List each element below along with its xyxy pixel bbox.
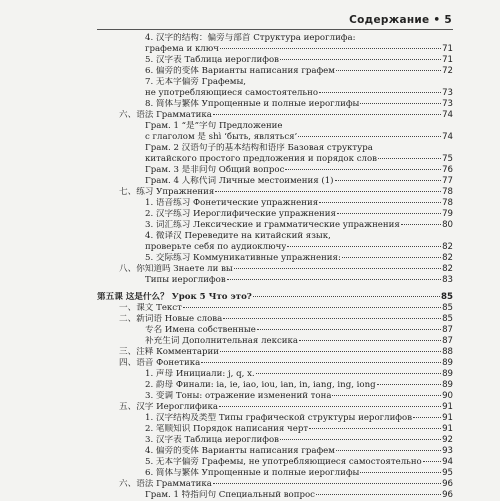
toc-entry-page-number: 79 (442, 209, 453, 219)
leader-dots (336, 450, 441, 451)
toc-entry (145, 44, 453, 55)
toc-entry (145, 165, 453, 176)
toc-entry-title: Грам. 1 “是”字句 Предложение (145, 121, 283, 131)
toc-entry-page-number: 82 (442, 253, 453, 263)
toc-entry (145, 435, 453, 446)
leader-dots (253, 296, 440, 297)
toc-entry (145, 380, 453, 391)
leader-dots (299, 340, 441, 341)
toc-entry-page-number: 87 (442, 336, 453, 346)
toc-entry-title: 5. 无本字偏旁 Графемы, не употребляющиеся самостоятельно (145, 457, 422, 467)
leader-dots (201, 362, 441, 363)
leader-dots (319, 92, 441, 93)
running-header: Содержание • 5 (349, 14, 452, 26)
toc-entry-title: проверьте себя по аудиоключу (145, 242, 287, 252)
toc-entry-title: 1. 声母 Инициали: j, q, x. (145, 369, 255, 379)
leader-dots (280, 59, 441, 60)
toc-entry-title: 3. 汉字表 Таблица иероглифов (145, 435, 279, 445)
leader-dots (342, 257, 441, 258)
toc-entry (119, 303, 453, 314)
toc-entry-title: 1. 汉字结构及类型 Типы графической структуры иероглифов (145, 413, 413, 423)
leader-dots (378, 158, 441, 159)
toc-entry (97, 292, 453, 303)
toc-entry-page-number: 85 (442, 314, 453, 324)
toc-entry (145, 132, 453, 143)
toc-entry-title: 3. 变调 Тоны: отражение изменений тона (145, 391, 332, 401)
toc-entry-page-number: 93 (442, 446, 453, 456)
leader-dots (360, 103, 441, 104)
leader-dots (336, 70, 441, 71)
toc-entry-page-number: 91 (442, 413, 453, 423)
toc-entry (119, 264, 453, 275)
toc-entry-title: 一、课文 Текст (119, 303, 182, 313)
toc-entry-title: 2. 笔顺知识 Порядок написания черт (145, 424, 309, 434)
toc-entry-title: 6. 简体与繁体 Упрощенные и полные иероглифы (145, 468, 360, 478)
toc-entry-title: 3. 词汇练习 Лексические и грамматические упражнения (145, 220, 400, 230)
toc-entry-page-number: 74 (442, 110, 453, 120)
toc-entry (119, 314, 453, 325)
toc-entry-page-number: 73 (442, 99, 453, 109)
toc-entry-title: Грам. 4 人称代词 Личные местоимения (1) (145, 176, 334, 186)
leader-dots (227, 279, 441, 280)
toc-entry (145, 413, 453, 424)
toc-entry (145, 77, 453, 88)
toc-entry (145, 154, 453, 165)
toc-entry-title: 三、注释 Комментарии (119, 347, 219, 357)
toc-entry-title: 补充生词 Дополнительная лексика (145, 336, 299, 346)
leader-dots (220, 351, 441, 352)
toc-entry-page-number: 74 (442, 132, 453, 142)
toc-entry-page-number: 83 (442, 275, 453, 285)
toc-entry-page-number: 75 (442, 154, 453, 164)
toc-entry-title: Грам. 2 汉语句子的基本结构和语序 Базовая структура (145, 143, 373, 153)
toc-entry (119, 187, 453, 198)
leader-dots (332, 395, 441, 396)
toc-entry-page-number: 92 (442, 435, 453, 445)
toc-entry-page-number: 88 (442, 347, 453, 357)
toc-entry (145, 121, 453, 132)
toc-entry-page-number: 95 (442, 468, 453, 478)
toc-entry-page-number: 85 (441, 292, 453, 302)
toc-entry (145, 55, 453, 66)
toc-entry (145, 457, 453, 468)
toc-entry (145, 468, 453, 479)
leader-dots (423, 461, 441, 462)
leader-dots (287, 246, 441, 247)
leader-dots (280, 439, 441, 440)
toc-entry-page-number: 71 (442, 55, 453, 65)
leader-dots (285, 169, 441, 170)
leader-dots (220, 48, 441, 49)
toc-entry-title: графема и ключ (145, 44, 219, 54)
leader-dots (360, 472, 441, 473)
toc-entry-page-number: 94 (442, 457, 453, 467)
leader-dots (234, 268, 441, 269)
leader-dots (257, 329, 441, 330)
toc-entry-page-number: 89 (442, 369, 453, 379)
toc-entry (145, 198, 453, 209)
toc-entry-title: 4. 微译汉 Переведите на китайский язык, (145, 231, 331, 241)
toc-entry-title: 2. 汉字练习 Иероглифические упражнения (145, 209, 336, 219)
toc-entry-title: китайского простого предложения и порядок слов (145, 154, 377, 164)
toc-entry-page-number: 96 (442, 490, 453, 500)
toc-entry-title: не употребляющиеся самостоятельно (145, 88, 318, 98)
toc-entry (145, 242, 453, 253)
toc-entry-title: 二、新词语 Новые слова (119, 314, 223, 324)
toc-entry-title: 五、汉字 Иероглифика (119, 402, 219, 412)
toc-entry (145, 88, 453, 99)
toc-entry-title: Типы иероглифов (145, 275, 226, 285)
leader-dots (183, 307, 441, 308)
leader-dots (377, 384, 441, 385)
toc-entry-title: 7. 无本字偏旁 Графемы, (145, 77, 247, 87)
toc-entry (145, 275, 453, 286)
toc-entry-title: 6. 偏旁的变体 Варианты написания графем (145, 66, 335, 76)
toc-entry-page-number: 82 (442, 264, 453, 274)
toc-entry-title: 1. 语音练习 Фонетические упражнения (145, 198, 319, 208)
leader-dots (413, 417, 441, 418)
toc-entry-page-number: 91 (442, 424, 453, 434)
toc-entry-title: с глаголом 是 shì ‘быть, являться’ (145, 132, 298, 142)
toc-entry-page-number: 71 (442, 44, 453, 54)
toc-entry-title: Грам. 1 特指问句 Специальный вопрос (145, 490, 315, 500)
toc-entry (145, 209, 453, 220)
toc-entry (145, 253, 453, 264)
toc-entry-page-number: 77 (442, 176, 453, 186)
leader-dots (298, 136, 441, 137)
toc-entry-page-number: 89 (442, 380, 453, 390)
toc-entry (145, 446, 453, 457)
leader-dots (213, 114, 441, 115)
toc-entry-title: 8. 简体与繁体 Упрощенные и полные иероглифы (145, 99, 360, 109)
toc-entry-page-number: 80 (442, 220, 453, 230)
toc-entry-title: Грам. 3 是非问句 Общий вопрос (145, 165, 285, 175)
toc-entry-title: 专名 Имена собственные (145, 325, 256, 335)
toc-entry (119, 110, 453, 121)
toc-entry (145, 336, 453, 347)
leader-dots (309, 428, 441, 429)
toc-entry-title: 4. 偏旁的变体 Варианты написания графем (145, 446, 335, 456)
toc-entry (119, 347, 453, 358)
leader-dots (256, 373, 441, 374)
toc-entry (119, 358, 453, 369)
toc-entry (145, 231, 453, 242)
toc-entry-title: 4. 汉字的结构：偏旁与部首 Структура иероглифа: (145, 33, 356, 43)
toc-entry-page-number: 76 (442, 165, 453, 175)
toc-entry (145, 33, 453, 44)
leader-dots (215, 191, 441, 192)
toc-entry (145, 490, 453, 501)
toc-entry (145, 99, 453, 110)
leader-dots (335, 180, 442, 181)
toc-entry (145, 391, 453, 402)
toc-entry (145, 143, 453, 154)
leader-dots (223, 318, 441, 319)
toc-entry (145, 176, 453, 187)
toc-entry-title: 5. 汉字表 Таблица иероглифов (145, 55, 279, 65)
toc-entry-page-number: 89 (442, 358, 453, 368)
toc-entry-page-number: 87 (442, 325, 453, 335)
toc-entry (119, 479, 453, 490)
toc-entry (145, 369, 453, 380)
toc-entry-page-number: 96 (442, 479, 453, 489)
leader-dots (219, 406, 441, 407)
leader-dots (319, 202, 441, 203)
toc-entry-page-number: 73 (442, 88, 453, 98)
toc-entry (119, 402, 453, 413)
toc-entry (145, 66, 453, 77)
toc-entry-page-number: 78 (442, 198, 453, 208)
toc-entry-title: 第五课 这是什么？ Урок 5 Что это? (97, 292, 252, 302)
toc-entry-page-number: 82 (442, 242, 453, 252)
leader-dots (337, 213, 441, 214)
toc-entry (145, 220, 453, 231)
toc-entry-page-number: 90 (442, 391, 453, 401)
leader-dots (316, 494, 441, 495)
toc-entry-page-number: 78 (442, 187, 453, 197)
toc-entry-title: 5. 交际练习 Коммуникативные упражнения: (145, 253, 341, 263)
toc-entry (145, 424, 453, 435)
toc-entry (145, 325, 453, 336)
toc-entry-title: 八、你知道吗 Знаете ли вы (119, 264, 233, 274)
toc-entry-page-number: 72 (442, 66, 453, 76)
toc-entry-page-number: 91 (442, 402, 453, 412)
toc-entry-title: 2. 韵母 Финали: ia, ie, iao, iou, ian, in, iang, ing, iong (145, 380, 376, 390)
toc-entry-title: 四、语音 Фонетика (119, 358, 201, 368)
toc-entry-title: 六、语法 Грамматика (119, 479, 212, 489)
toc-entry-title: 七、练习 Упражнения (119, 187, 215, 197)
leader-dots (213, 483, 441, 484)
leader-dots (401, 224, 441, 225)
toc-entry-page-number: 85 (442, 303, 453, 313)
toc-entry-title: 六、语法 Грамматика (119, 110, 212, 120)
